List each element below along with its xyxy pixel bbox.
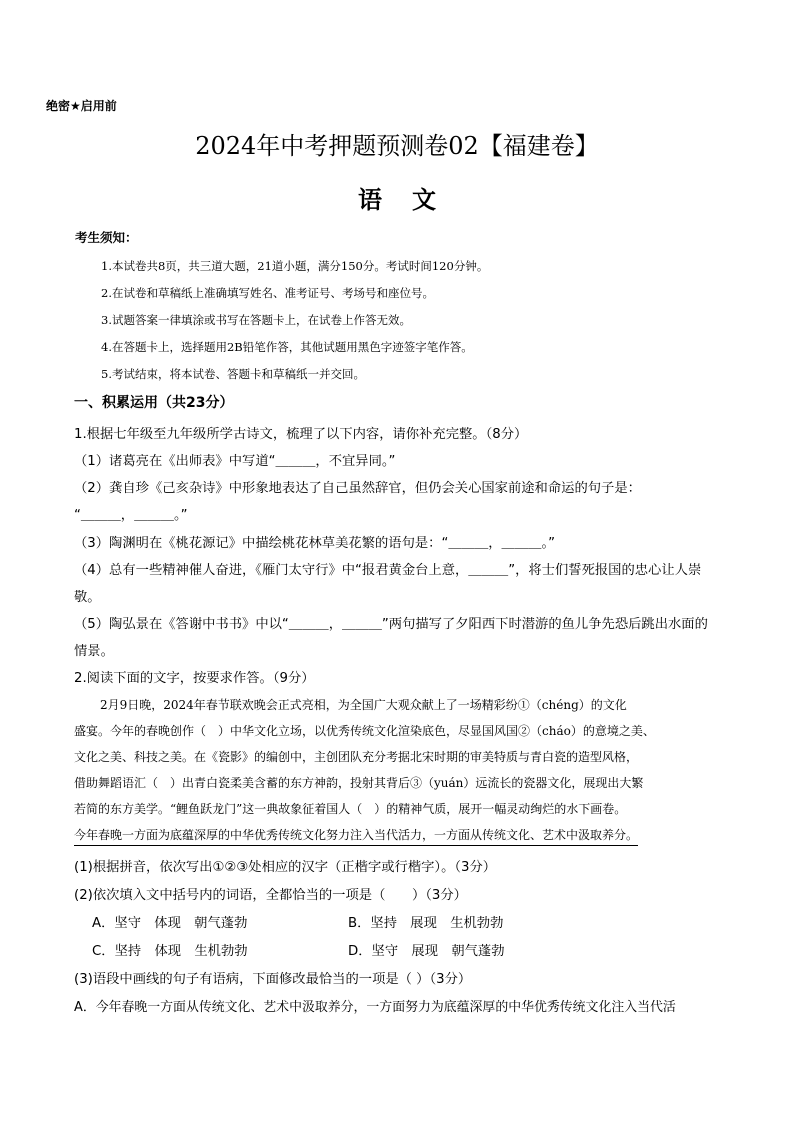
question-1-line: （2）龚自珍《己亥杂诗》中形象地表达了自己虽然辞官，但仍会关心国家前途和命运的句子是：: [74, 481, 641, 496]
question-1-line: （1）诸葛亮在《出师表》中写道“＿＿＿，不宜异同。”: [74, 454, 396, 469]
option-b[interactable]: B．坚持 展现 生机勃勃: [348, 916, 504, 931]
section-heading: 一、积累运用（共23分）: [74, 395, 234, 411]
passage-line: 2月9日晚，2024年春节联欢晚会正式亮相，为全国广大观众献上了一场精彩纷①（chéng）的文化: [100, 698, 627, 712]
question-1-line: （4）总有一些精神催人奋进，《雁门太守行》中“报君黄金台上意，＿＿＿”，将士们誓死报国的忠心让人崇: [74, 563, 702, 578]
subject-title: 语文: [358, 185, 466, 214]
notice-heading: 考生须知：: [75, 230, 138, 245]
option-d[interactable]: D．坚守 展现 朝气蓬勃: [348, 944, 505, 959]
question-2-stem: 2.阅读下面的文字，按要求作答。（9分）: [74, 671, 315, 686]
exam-title: 2024年中考押题预测卷02【福建卷】: [195, 132, 599, 160]
question-2-sub1: (1)根据拼音，依次写出①②③处相应的汉字（正楷字或行楷字）。（3分）: [74, 860, 497, 875]
question-1-line: （5）陶弘景在《答谢中书书》中以“＿＿＿，＿＿＿”两句描写了夕阳西下时潜游的鱼儿争先恐后跳出水面的: [74, 617, 708, 632]
notice-item: 4.在答题卡上，选择题用2B铅笔作答，其他试题用黑色字迹签字笔作答。: [101, 340, 473, 354]
passage-line: 盛宴。今年的春晚创作（ ）中华文化立场，以优秀传统文化渲染底色，尽显国风国②（cháo）的意境之美、: [74, 724, 655, 738]
notice-item: 2.在试卷和草稿纸上准确填写姓名、准考证号、考场号和座位号。: [101, 286, 434, 300]
question-1-line: （3）陶渊明在《桃花源记》中描绘桃花林草美花繁的语句是：“＿＿＿，＿＿＿。”: [74, 536, 555, 551]
question-1-line: “＿＿＿，＿＿＿。”: [74, 508, 188, 523]
passage-line: 借助舞蹈语汇（ ）出青白瓷柔美含蓄的东方神韵，投射其背后③（yuán）远流长的瓷器文化，展现出大繁: [74, 776, 644, 790]
notice-item: 5.考试结束，将本试卷、答题卡和草稿纸一并交回。: [101, 367, 365, 381]
question-2-sub2: (2)依次填入文中括号内的词语，全都恰当的一项是（ ）（3分）: [74, 888, 467, 903]
passage-line: 若简的东方美学。“鲤鱼跃龙门”这一典故象征着国人（ ）的精神气质，展开一幅灵动绚烂的水下画卷。: [74, 802, 627, 816]
question-1-line: 情景。: [74, 644, 114, 659]
passage-line: 文化之美、科技之美。在《瓷影》的编创中，主创团队充分考据北宋时期的审美特质与青白瓷的造型风格，: [74, 750, 639, 764]
question-2-sub3: (3)语段中画线的句子有语病，下面修改最恰当的一项是（ ）（3分）: [74, 972, 472, 987]
sub3-option-a[interactable]: A．今年春晚一方面从传统文化、艺术中汲取养分，一方面努力为底蕴深厚的中华优秀传统文化注入当代活: [74, 1000, 676, 1015]
option-a[interactable]: A．坚守 体现 朝气蓬勃: [92, 916, 248, 931]
option-c[interactable]: C．坚持 体现 生机勃勃: [92, 944, 248, 959]
notice-item: 1.本试卷共8页，共三道大题，21道小题，满分150分。考试时间120分钟。: [101, 259, 489, 273]
question-1-stem: 1.根据七年级至九年级所学古诗文，梳理了以下内容，请你补充完整。（8分）: [74, 427, 528, 442]
underlined-sentence: 今年春晚一方面为底蕴深厚的中华优秀传统文化努力注入当代活力，一方面从传统文化、艺术中汲取养分。: [74, 826, 638, 846]
question-1-line: 敬。: [74, 590, 101, 605]
notice-item: 3.试题答案一律填涂或书写在答题卡上，在试卷上作答无效。: [101, 313, 411, 327]
confidential-mark: 绝密★启用前: [46, 99, 117, 113]
